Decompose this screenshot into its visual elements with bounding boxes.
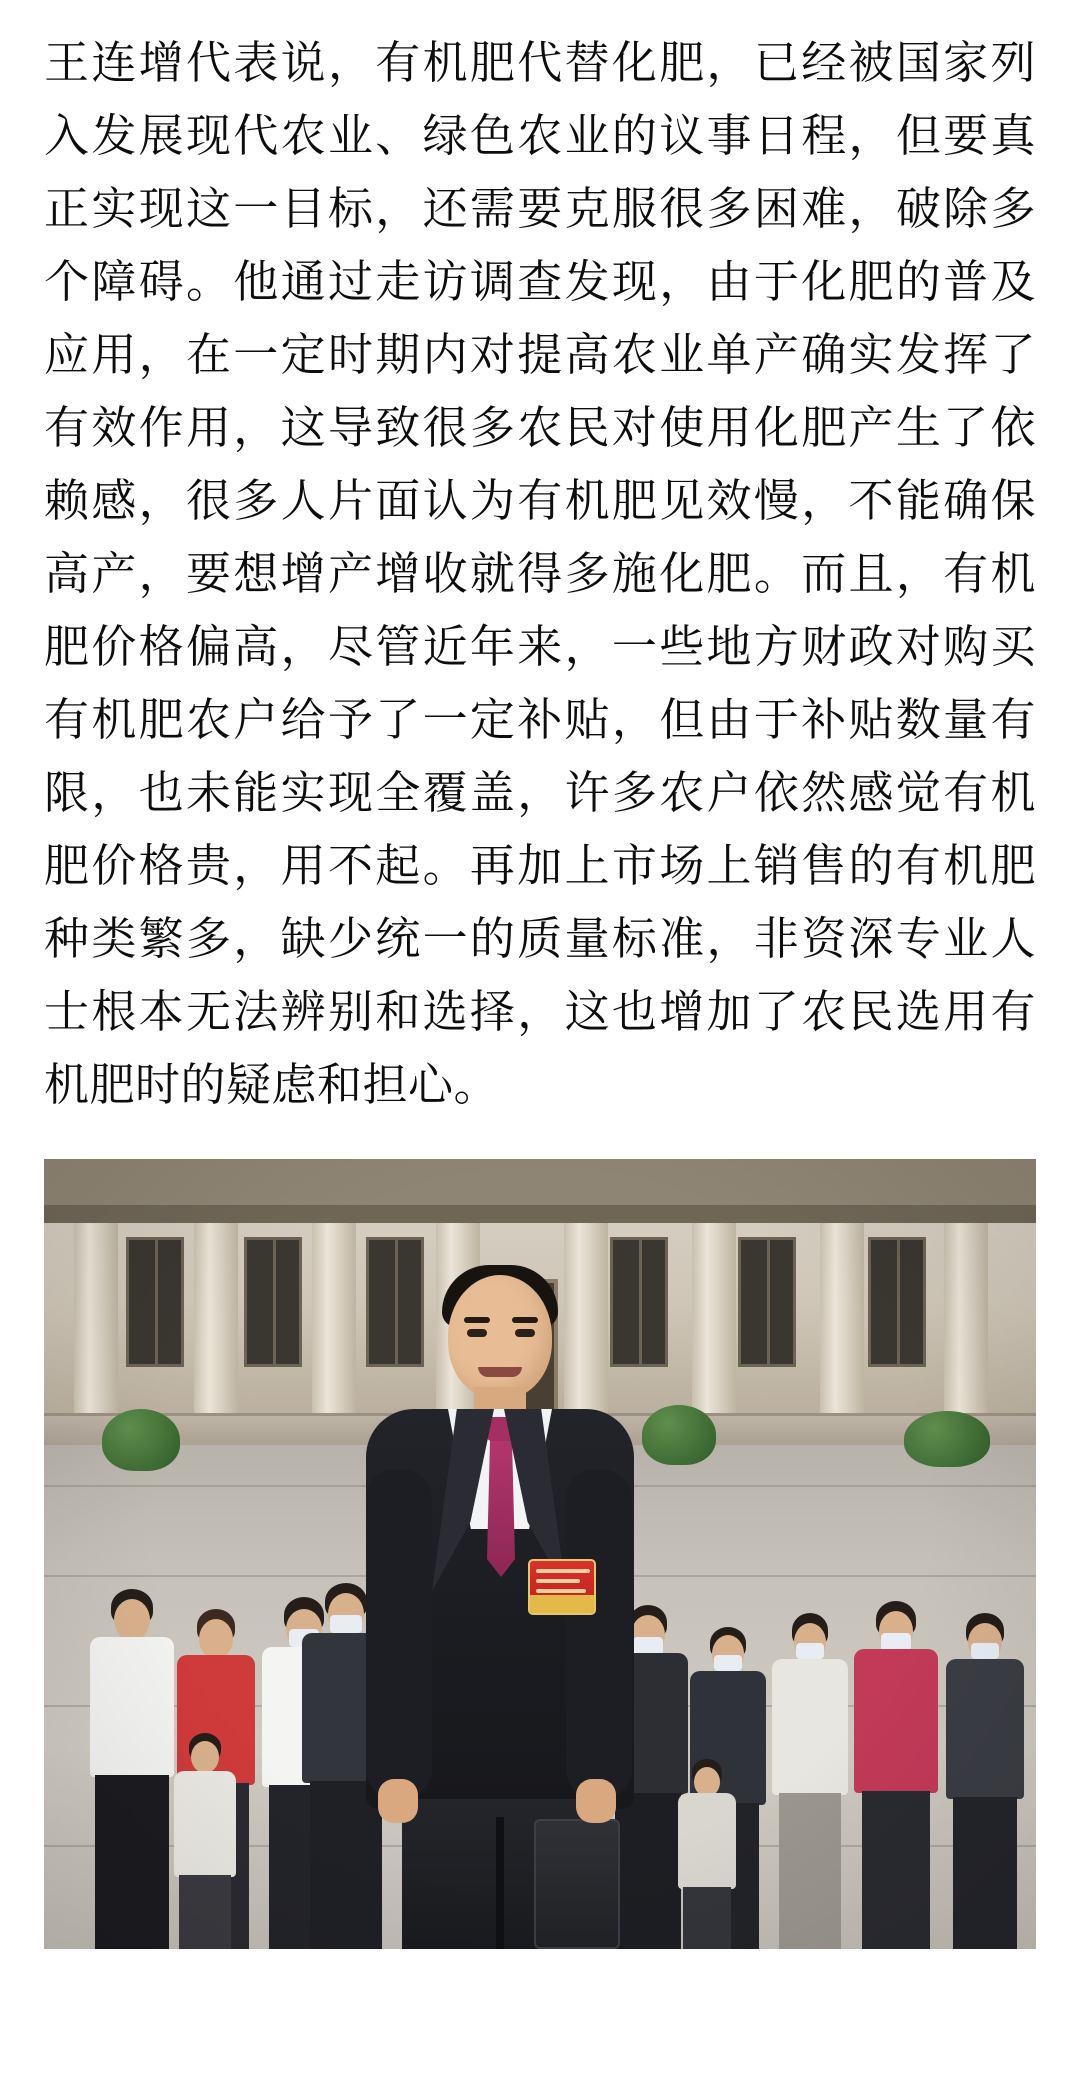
- subject-arm-right: [566, 1469, 632, 1799]
- building-column: [820, 1223, 864, 1423]
- person-body: [772, 1659, 848, 1795]
- person-legs: [779, 1793, 841, 1949]
- building-cornice: [44, 1205, 1036, 1223]
- face-mask: [971, 1643, 999, 1659]
- badge-text-line: [536, 1579, 580, 1583]
- subject-hand-left: [378, 1779, 418, 1823]
- crowd-person: [850, 1597, 942, 1949]
- person-body: [946, 1659, 1024, 1799]
- delegate-badge: [528, 1559, 596, 1615]
- article-body: [44, 26, 1036, 1121]
- subject-mouth: [478, 1367, 522, 1377]
- crowd-person: [942, 1605, 1028, 1949]
- person-legs: [862, 1791, 930, 1949]
- badge-text-line: [536, 1569, 590, 1573]
- subject-eyebrow: [464, 1317, 490, 1323]
- crowd-person: [170, 1699, 240, 1949]
- building-window: [868, 1237, 926, 1367]
- article-paragraph: 王连增代表说，有机肥代替化肥，已经被国家列入发展现代农业、绿色农业的议事日程，但要真正实现这一目标，还需要克服很多困难，破除多个障碍。他通过走访调查发现，由于化肥的普及应用，在一定时期内对提高农业单产确实发挥了有效作用，这导致很多农民对使用化肥产生了依赖感，很多人片面认为有机肥见效慢，不能确保高产，要想增产增收就得多施化肥。而且，有机肥价格偏高，尽管近年来，一些地方财政对购买有机肥农户给予了一定补贴，但由于补贴数量有限，也未能实现全覆盖，许多农户依然感觉有机肥价格贵，用不起。再加上市场上销售的有机肥种类繁多，缺少统一的质量标准，非资深专业人士根本无法辨别和选择，这也增加了农民选用有机肥时的疑虑和担心。: [44, 37, 1036, 1110]
- face-mask: [796, 1643, 824, 1659]
- badge-footer-band: [530, 1595, 594, 1613]
- crowd-person: [768, 1609, 852, 1949]
- building-window: [244, 1237, 302, 1367]
- person-head: [191, 1741, 219, 1773]
- building-column: [944, 1223, 988, 1423]
- person-body: [678, 1793, 736, 1889]
- person-legs: [95, 1775, 169, 1949]
- building-column: [74, 1223, 118, 1423]
- badge-text-line: [536, 1589, 586, 1593]
- face-mask: [714, 1655, 742, 1671]
- main-subject-person: [344, 1259, 654, 1949]
- building-column: [194, 1223, 238, 1423]
- subject-necktie: [487, 1427, 515, 1577]
- shrub: [102, 1409, 180, 1471]
- article-photo: [44, 1159, 1036, 1949]
- crowd-person: [674, 1719, 740, 1949]
- person-head: [114, 1599, 150, 1641]
- person-legs: [683, 1887, 731, 1949]
- subject-head: [448, 1275, 552, 1399]
- photo-scene: [44, 1159, 1036, 1949]
- building-roof: [44, 1159, 1036, 1205]
- building-window: [126, 1237, 184, 1367]
- crowd-person: [84, 1589, 180, 1949]
- person-body: [854, 1649, 938, 1793]
- subject-hand-right: [576, 1779, 616, 1823]
- building-column: [692, 1223, 736, 1423]
- person-body: [174, 1771, 236, 1877]
- shrub: [904, 1411, 990, 1467]
- person-legs: [179, 1875, 231, 1949]
- subject-eyebrow: [512, 1317, 538, 1323]
- person-body: [90, 1637, 174, 1777]
- subject-eye: [467, 1329, 487, 1337]
- subject-arm-left: [366, 1469, 432, 1799]
- subject-eye: [515, 1329, 535, 1337]
- subject-briefcase: [534, 1819, 620, 1949]
- person-legs: [953, 1797, 1017, 1949]
- person-head: [199, 1619, 233, 1659]
- building-window: [738, 1237, 796, 1367]
